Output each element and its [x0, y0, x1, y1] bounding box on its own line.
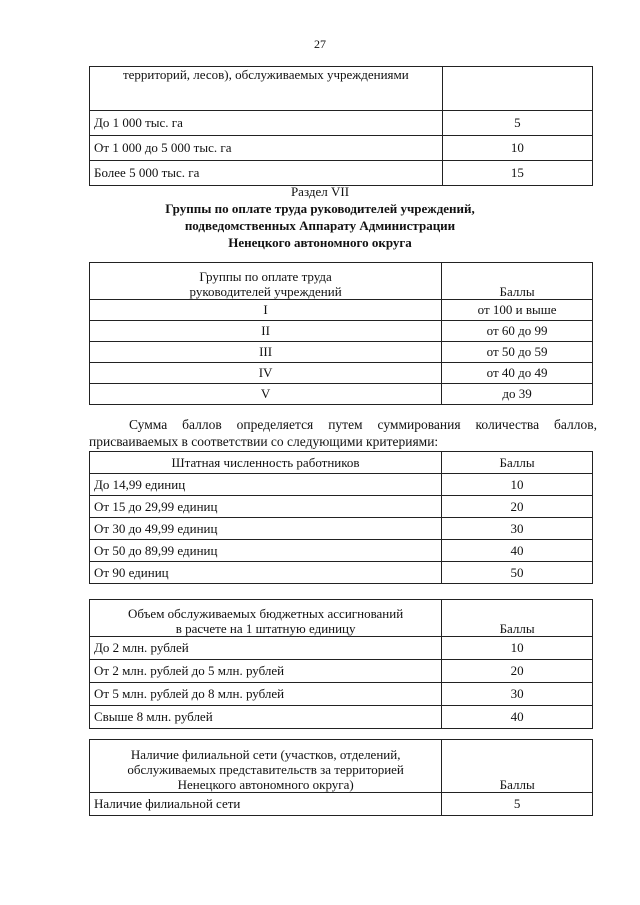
table-row [90, 384, 593, 405]
section-heading [0, 183, 640, 251]
table-row [90, 683, 593, 706]
group-cell: II [90, 321, 442, 342]
header-line: Группы по оплате труда [199, 269, 332, 284]
table-cell-label: От 15 до 29,99 единиц [90, 496, 442, 518]
table-row [90, 637, 593, 660]
points-cell: от 40 до 49 [442, 363, 593, 384]
table-cell-label: Более 5 000 тыс. га [90, 161, 443, 186]
group-cell: I [90, 300, 442, 321]
table-row [90, 342, 593, 363]
points-cell: от 100 и выше [442, 300, 593, 321]
points-cell: от 50 до 59 [442, 342, 593, 363]
table-cell-value: 10 [442, 474, 593, 496]
table-cell-value: 50 [442, 562, 593, 584]
table-header-cell: Баллы [442, 600, 593, 637]
table-header-row [90, 67, 593, 111]
table-header-cell: Штатная численность работников [90, 452, 442, 474]
table-cell-value: 40 [442, 706, 593, 729]
table-cell-value: 5 [442, 793, 593, 816]
table-header-row [90, 452, 593, 474]
table-header-cell: Баллы [442, 452, 593, 474]
table-cell-value: 5 [442, 111, 592, 136]
table-row [90, 793, 593, 816]
table-row [90, 496, 593, 518]
table-header-cell [90, 740, 442, 793]
pay-groups-table [89, 262, 593, 405]
header-line: в расчете на 1 штатную единицу [175, 621, 356, 636]
branch-network-table [89, 739, 593, 816]
table-cell-label: До 2 млн. рублей [90, 637, 442, 660]
header-line: Объем обслуживаемых бюджетных ассигнований [128, 606, 404, 621]
points-cell: от 60 до 99 [442, 321, 593, 342]
header-line: Наличие филиальной сети (участков, отделений, [130, 747, 401, 762]
table-cell-label: От 1 000 до 5 000 тыс. га [90, 136, 443, 161]
header-line: обслуживаемых представительств за территорией [127, 762, 404, 777]
staff-count-table [89, 451, 593, 584]
table-cell-label: Свыше 8 млн. рублей [90, 706, 442, 729]
group-cell: V [90, 384, 442, 405]
table-cell-label: От 5 млн. рублей до 8 млн. рублей [90, 683, 442, 706]
group-cell: IV [90, 363, 442, 384]
table-header-row [90, 740, 593, 793]
table-header-row [90, 263, 593, 300]
table-row [90, 706, 593, 729]
table-row [90, 300, 593, 321]
table-cell-value: 30 [442, 518, 593, 540]
section-title-line: Ненецкого автономного округа [228, 235, 412, 250]
table-header-cell: Баллы [442, 740, 593, 793]
table-row [90, 474, 593, 496]
criteria-paragraph: Сумма баллов определяется путем суммирования количества баллов, присваиваемых в соответствии со следующими критериями: [89, 417, 597, 449]
table-cell-value: 30 [442, 683, 593, 706]
table-header-cell [442, 67, 592, 111]
section-title-line: Группы по оплате труда руководителей учреждений, [165, 201, 475, 216]
table-cell-label: До 14,99 единиц [90, 474, 442, 496]
table-row [90, 363, 593, 384]
table-cell-label: От 2 млн. рублей до 5 млн. рублей [90, 660, 442, 683]
table-row [90, 136, 593, 161]
points-cell: до 39 [442, 384, 593, 405]
page-number: 27 [314, 37, 326, 51]
budget-allocations-table [89, 599, 593, 729]
territory-area-table [89, 66, 593, 186]
table-cell-value: 40 [442, 540, 593, 562]
table-cell-value: 10 [442, 637, 593, 660]
table-row [90, 540, 593, 562]
table-row [90, 111, 593, 136]
table-cell-value: 20 [442, 496, 593, 518]
table-header-cell [90, 600, 442, 637]
table-row [90, 518, 593, 540]
table-cell-label: Наличие филиальной сети [90, 793, 442, 816]
table-cell-label: До 1 000 тыс. га [90, 111, 443, 136]
table-cell-label: От 50 до 89,99 единиц [90, 540, 442, 562]
table-row [90, 660, 593, 683]
section-number: Раздел VII [290, 184, 350, 199]
table-header-row [90, 600, 593, 637]
header-line: Ненецкого автономного округа) [177, 777, 354, 792]
header-line: руководителей учреждений [189, 284, 342, 299]
table-row [90, 562, 593, 584]
table-cell-value: 10 [442, 136, 592, 161]
table-cell-value: 15 [442, 161, 592, 186]
group-cell: III [90, 342, 442, 363]
table-row [90, 321, 593, 342]
table-cell-label: От 90 единиц [90, 562, 442, 584]
table-header-cell [90, 263, 442, 300]
table-header-cell: Баллы [442, 263, 593, 300]
table-row [90, 161, 593, 186]
table-cell-value: 20 [442, 660, 593, 683]
table-header-cell: территорий, лесов), обслуживаемых учреждениями [90, 67, 443, 111]
section-title-line: подведомственных Аппарату Администрации [184, 218, 456, 233]
table-cell-label: От 30 до 49,99 единиц [90, 518, 442, 540]
